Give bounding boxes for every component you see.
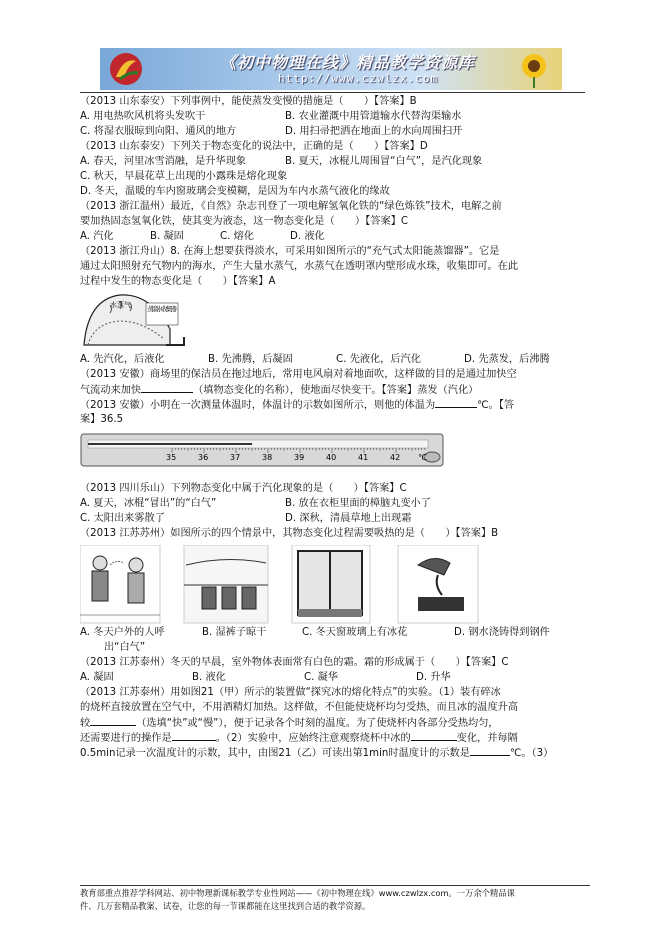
q10-blank-3	[411, 730, 457, 741]
thermometer-tick-label: 41	[358, 453, 369, 462]
q10-line-2: 的烧杯直接放置在空气中，不用酒精灯加热。这样做，不但能使烧杯均匀受热，而且冰的温度升高	[80, 702, 519, 713]
sunflower-icon	[514, 50, 554, 88]
q1-option-a: A. 用电热吹风机将头发吹干	[80, 111, 206, 122]
q3-line-2: 要加热固态氢氧化铁，使其变为液态，这一物态变化是（ ）【答案】C	[80, 216, 409, 227]
q5-line-2-post: （填物态变化的名称），使地面尽快变干。【答案】蒸发（汽化）	[193, 385, 479, 396]
page-footer	[80, 885, 590, 913]
q9-stem: （2013 江苏泰州）冬天的早晨，室外物体表面常有白色的霜。霜的形成属于（ ）【答案】C	[80, 657, 509, 668]
q4-option-d: D. 先蒸发，后沸腾	[464, 354, 550, 365]
fig-collector-label: 蒸馏水收集器	[147, 305, 177, 313]
q8-options	[80, 625, 588, 640]
q2-option-c: C. 秋天，早晨花草上出现的小露珠是熔化现象	[80, 171, 288, 182]
banner-title: 《初中物理在线》精品教学资源库	[220, 53, 476, 72]
fig-vapor-label: 水蒸气	[110, 301, 131, 309]
q10-line-5	[80, 745, 588, 760]
q9-option-c: C. 凝华	[304, 672, 338, 683]
q7-option-c: C. 太阳出来雾散了	[80, 513, 165, 524]
q8-figures	[80, 545, 480, 625]
q4-line-2: 通过太阳照射充气物内的海水，产生大量水蒸气，水蒸气在透明罩内壁形成水珠，收集即可。在此	[80, 261, 519, 272]
q10-line-5-pre: 0.5min记录一次温度计的示数，其中，由图21（乙）可读出第1min时温度计的示数是	[80, 748, 470, 759]
q9-options	[80, 670, 588, 685]
q10-line-3-post: （选填“快”或“慢”），便于记录各个时刻的温度。为了使烧杯内各部分受热均匀，	[136, 718, 499, 729]
q2-option-b: B. 夏天，冰棍儿周围冒“白气”，是汽化现象	[285, 156, 483, 167]
q6-line-1-post: ℃。【答	[477, 400, 515, 411]
q7-options-row-2	[80, 511, 588, 526]
q10-line-3-pre: 较	[80, 718, 91, 729]
thermometer-unit: ℃	[418, 453, 427, 462]
header-rule	[80, 92, 585, 93]
thermometer-tick-label: 37	[230, 453, 241, 462]
q10-blank-2	[172, 730, 216, 741]
q2-options-row-1	[80, 154, 588, 169]
q3-line-1: （2013 浙江温州）最近，《自然》杂志刊登了一项电解氢氧化铁的“绿色炼铁”技术，电解之前	[80, 201, 502, 212]
q10-line-4-pre: 还需要进行的操作是	[80, 733, 172, 744]
q3-option-c: C. 熔化	[220, 231, 254, 242]
site-logo-icon	[106, 51, 146, 87]
figure-b-drying-pants	[184, 545, 268, 623]
q1-options-row-1	[80, 109, 588, 124]
q2-option-d: D. 冬天，温暖的车内窗玻璃会变模糊，是因为车内水蒸气液化的缘故	[80, 186, 390, 197]
q5-line-2-pre: 气流动来加快	[80, 385, 142, 396]
footer-line-2: 件、几万套精品教案、试卷，让您的每一节课都能在这里找到合适的教学资源。	[80, 901, 371, 911]
header-banner	[100, 48, 562, 90]
q5-line-1: （2013 安徽）商场里的保洁员在拖过地后，常用电风扇对着地面吹，这样做的目的是通过加快空	[80, 369, 517, 380]
q4-option-a: A. 先汽化，后液化	[80, 354, 165, 365]
q7-option-a: A. 夏天，冰棍“冒出”的“白气”	[80, 498, 217, 509]
q3-option-b: B. 凝固	[150, 231, 184, 242]
q4-line-1: （2013 浙江舟山）8. 在海上想要获得淡水，可采用如图所示的“充气式太阳能蒸馏器”。它是	[80, 246, 500, 257]
q5-answer-blank	[141, 382, 193, 393]
q8-option-d: D. 钢水浇铸得到钢件	[454, 627, 550, 638]
q10-blank-4	[470, 745, 510, 756]
q1-options-row-2	[80, 124, 588, 139]
q10-line-4	[80, 730, 588, 745]
q7-option-b: B. 放在衣柜里面的樟脑丸变小了	[285, 498, 431, 509]
q4-option-c: C. 先液化，后汽化	[336, 354, 421, 365]
q8-option-a: A. 冬天户外的人呼	[80, 627, 165, 638]
q6-answer-blank	[435, 397, 477, 408]
q8-option-c: C. 冬天窗玻璃上有冰花	[302, 627, 408, 638]
figure-d-steel-casting	[398, 545, 478, 623]
figure-a-people-breathing	[80, 545, 160, 623]
q9-option-d: D. 升华	[416, 672, 451, 683]
document-body	[80, 94, 588, 760]
q8-option-a-cont: 出“白气”	[104, 642, 146, 653]
q1-stem: （2013 山东泰安）下列事例中，能使蒸发变慢的措施是（ ）【答案】B	[80, 96, 417, 107]
q3-options	[80, 229, 588, 244]
q3-option-a: A. 汽化	[80, 231, 114, 242]
q7-option-d: D. 深秋，清晨草地上出现霜	[285, 513, 412, 524]
q10-line-4-mid: 。（2）实验中，应始终注意观察烧杯中冰的	[215, 733, 411, 744]
q1-option-d: D. 用扫帚把洒在地面上的水向周围扫开	[285, 126, 463, 137]
thermometer-tick-label: 35	[166, 453, 177, 462]
q4-line-3: 过程中发生的物态变化是（ ）【答案】A	[80, 276, 276, 287]
footer-line-1: 教育部重点推荐学科网站、初中物理新课标教学专业性网站——《初中物理在线》www.czwlzx.com。一万余个精品课	[80, 888, 515, 898]
banner-url[interactable]: http://www.czwlzx.com	[278, 72, 439, 85]
solar-still-figure	[80, 289, 190, 351]
thermometer-tick-label: 42	[390, 453, 401, 462]
thermometer-tick-label: 38	[262, 453, 273, 462]
q8-option-b: B. 湿裤子晾干	[202, 627, 267, 638]
q10-line-1: （2013 江苏泰州）用如图21（甲）所示的装置做“探究冰的熔化特点”的实验。（1）装有碎冰	[80, 687, 501, 698]
q7-options-row-1	[80, 496, 588, 511]
q6-line-1	[80, 397, 588, 412]
q2-option-a: A. 春天，河里冰雪消融，是升华现象	[80, 156, 247, 167]
q10-line-4-post: 变化，并每隔	[456, 733, 518, 744]
q1-option-b: B. 农业灌溉中用管道输水代替沟渠输水	[285, 111, 462, 122]
q3-option-d: D. 液化	[290, 231, 325, 242]
q4-option-b: B. 先沸腾，后凝固	[208, 354, 293, 365]
figure-c-window-frost	[292, 545, 370, 623]
q10-line-3	[80, 715, 588, 730]
q10-blank-1	[90, 715, 136, 726]
q8-stem: （2013 江苏苏州）如图所示的四个情景中，其物态变化过程需要吸热的是（ ）【答案】B	[80, 528, 499, 539]
q9-option-b: B. 液化	[192, 672, 226, 683]
q1-option-c: C. 将湿衣服晾到向阳、通风的地方	[80, 126, 237, 137]
q6-line-2: 案】36.5	[80, 414, 124, 425]
q10-line-5-post: ℃。（3）	[509, 748, 554, 759]
q9-option-a: A. 凝固	[80, 672, 114, 683]
q7-stem: （2013 四川乐山）下列物态变化中属于汽化现象的是（ ）【答案】C	[80, 483, 407, 494]
thermometer-tick-label: 39	[294, 453, 305, 462]
q4-options	[80, 351, 588, 367]
thermometer-figure	[80, 433, 444, 467]
thermometer-tick-label: 40	[326, 453, 337, 462]
q6-line-1-pre: （2013 安徽）小明在一次测量体温时，体温计的示数如图所示，则他的体温为	[80, 400, 436, 411]
q2-stem: （2013 山东泰安）下列关于物态变化的说法中，正确的是（ ）【答案】D	[80, 141, 428, 152]
q5-line-2	[80, 382, 588, 397]
thermometer-tick-label: 36	[198, 453, 209, 462]
